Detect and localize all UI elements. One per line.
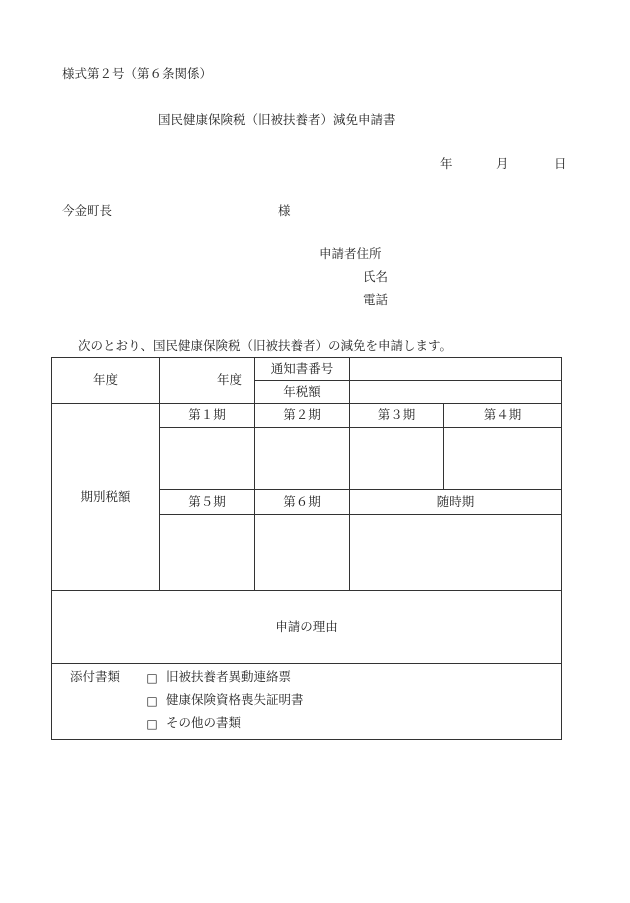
- reason-row[interactable]: [52, 591, 562, 664]
- date-day-label: 日: [554, 156, 567, 171]
- attachment-checkbox[interactable]: □: [146, 693, 158, 708]
- attachments-label: 添付書類: [69, 669, 120, 685]
- period-3-value[interactable]: [350, 428, 444, 490]
- attachment-item: [52, 666, 561, 689]
- applicant-address-label: 申請者住所: [319, 246, 382, 261]
- period-any-value[interactable]: [350, 515, 562, 591]
- period-6-header: 第６期: [255, 490, 350, 515]
- attachment-label: 旧被扶養者異動連絡票: [166, 669, 292, 685]
- fiscal-year-value: 年度: [160, 358, 255, 404]
- attachment-item: [52, 689, 561, 712]
- fiscal-year-label: 年度: [52, 358, 160, 404]
- period-5-value[interactable]: [160, 515, 255, 591]
- period-3-header: 第３期: [350, 404, 444, 428]
- attachment-label: その他の書類: [166, 715, 242, 731]
- annual-tax-value[interactable]: [350, 381, 562, 404]
- intro-text: 次のとおり、国民健康保険税（旧被扶養者）の減免を申請します。: [78, 338, 453, 353]
- period-2-value[interactable]: [255, 428, 350, 490]
- form-number: 様式第２号（第６条関係）: [62, 66, 213, 81]
- date-month-label: 月: [496, 156, 509, 171]
- period-4-header: 第４期: [444, 404, 562, 428]
- applicant-phone-label: 電話: [363, 292, 389, 307]
- addressee-name: 今金町長: [62, 203, 113, 218]
- period-6-value[interactable]: [255, 515, 350, 591]
- attachment-label: 健康保険資格喪失証明書: [166, 692, 304, 708]
- period-1-value[interactable]: [160, 428, 255, 490]
- period-5-header: 第５期: [160, 490, 255, 515]
- reason-label: 申請の理由: [275, 618, 338, 634]
- addressee-honorific: 様: [278, 203, 291, 218]
- period-tax-label: 期別税額: [52, 404, 160, 591]
- period-1-header: 第１期: [160, 404, 255, 428]
- period-2-header: 第２期: [255, 404, 350, 428]
- date-year-label: 年: [440, 156, 453, 171]
- notice-number-value[interactable]: [350, 358, 562, 381]
- attachments-row: [52, 664, 562, 740]
- applicant-name-label: 氏名: [363, 269, 389, 284]
- period-4-value[interactable]: [444, 428, 562, 490]
- attachment-checkbox[interactable]: □: [146, 716, 158, 731]
- application-table: [51, 357, 562, 740]
- attachment-item: [52, 712, 561, 735]
- period-any-header: 随時期: [350, 490, 562, 515]
- attachment-checkbox[interactable]: □: [146, 670, 158, 685]
- document-title: 国民健康保険税（旧被扶養者）減免申請書: [158, 112, 396, 127]
- notice-number-label: 通知書番号: [255, 358, 350, 381]
- annual-tax-label: 年税額: [255, 381, 350, 404]
